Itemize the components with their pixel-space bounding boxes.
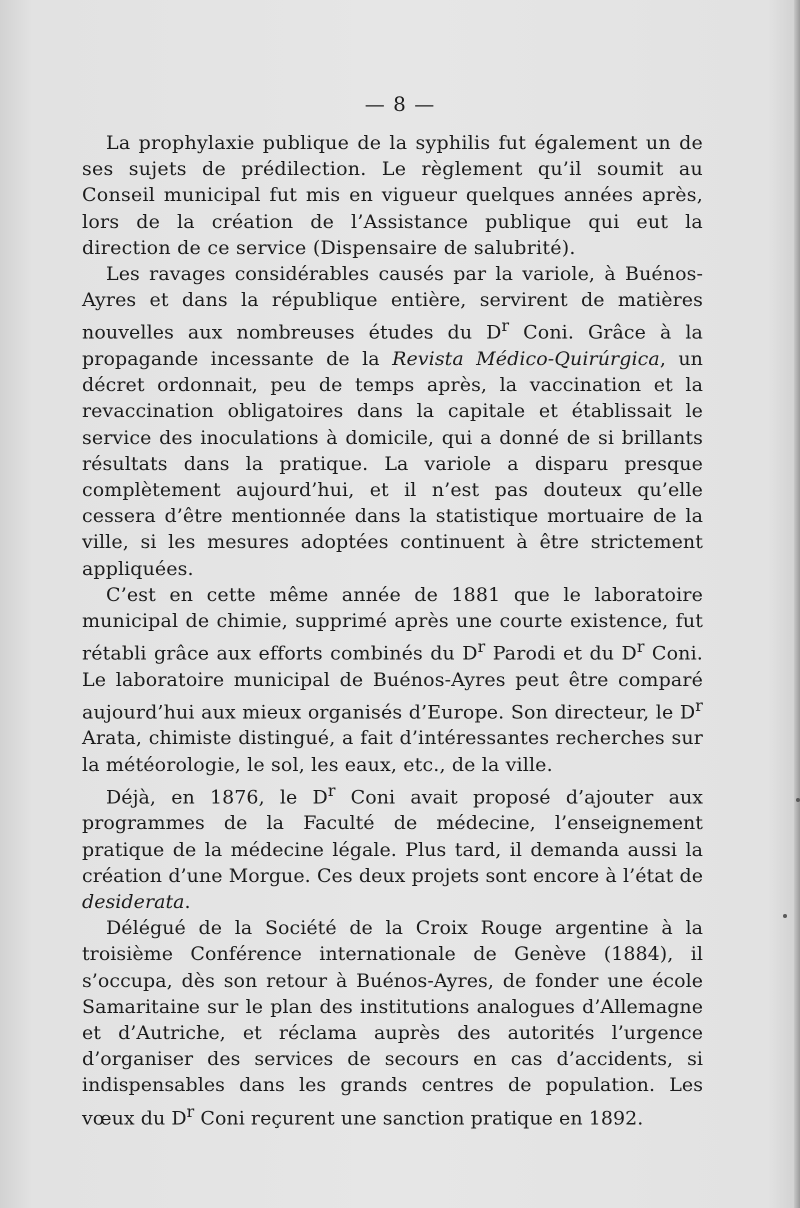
paragraph-laboratoire: C’est en cette même année de 1881 que le laboratoire municipal de chimie, supprimé après une courte existence, fut rétabli grâce aux efforts combinés du $D^r$ Parodi et du $D^r$ Coni. Le laboratoire municipal de Buénos-Ayres peut être comparé aujourd’hui aux mieux organisés d’Europe. Son directeur, le $D^r$ Arata, chimiste distingué, a fait d’intéressantes recherches sur la météorologie, le sol, les eaux, etc., de la ville. xyxy=(82,583,703,776)
paragraph-medecine-legale: Déjà, en 1876, le $D^r$ Coni avait proposé d’ajouter aux programmes de la Faculté de médecine, l’enseignement pratique de la médecine légale. Plus tard, il demanda aussi la création d’une Morgue. Ces deux projets sont encore à l’état de desiderata. xyxy=(82,780,703,913)
paragraph-croix-rouge: Délégué de la Société de la Croix Rouge argentine à la troisième Conférence internationale de Genève (1884), il s’occupa, dès son retour à Buénos-Ayres, de fonder une école Samaritaine sur le plan des institutions analogues d’Allemagne et d’Autriche, et réclama auprès des autorités l’urgence d’organiser des services de secours en cas d’accidents, si indispensables dans les grands centres de population. Les vœux du $D^r$ Coni reçurent une sanction pratique en 1892. xyxy=(82,917,703,1129)
page-number: — 8 — xyxy=(364,92,436,116)
paragraph-syphilis: La prophylaxie publique de la syphilis fut également un de ses sujets de prédilection. Le règlement qu’il soumit au Conseil municipal fut mis en vigueur quelques années après, lors de la création de l’Assistance publique qui eut la direction de ce service (Dispensaire de salubrité). xyxy=(82,132,703,259)
paragraph-variole: Les ravages considérables causés par la variole, à Buénos-Ayres et dans la république entière, servirent de matières nouvelles aux nombreuses études du $D^r$ Coni. Grâce à la propagande incessante de la Revista Médico-Quirúrgica, un décret ordonnait, peu de temps après, la vaccination et la revaccination obligatoires dans la capitale et établissait le service des inoculations à domicile, qui a donné de si brillants résultats dans la pratique. La variole a disparu presque complètement aujourd’hui, et il n’est pas douteux qu’elle cessera d’être mentionnée dans la statistique mortuaire de la ville, si les mesures adoptées continuent à être strictement appliquées. xyxy=(82,263,703,580)
body-text xyxy=(82,130,703,1131)
page-edge xyxy=(794,0,800,1208)
ink-speck xyxy=(796,798,800,802)
ink-speck xyxy=(783,914,787,918)
